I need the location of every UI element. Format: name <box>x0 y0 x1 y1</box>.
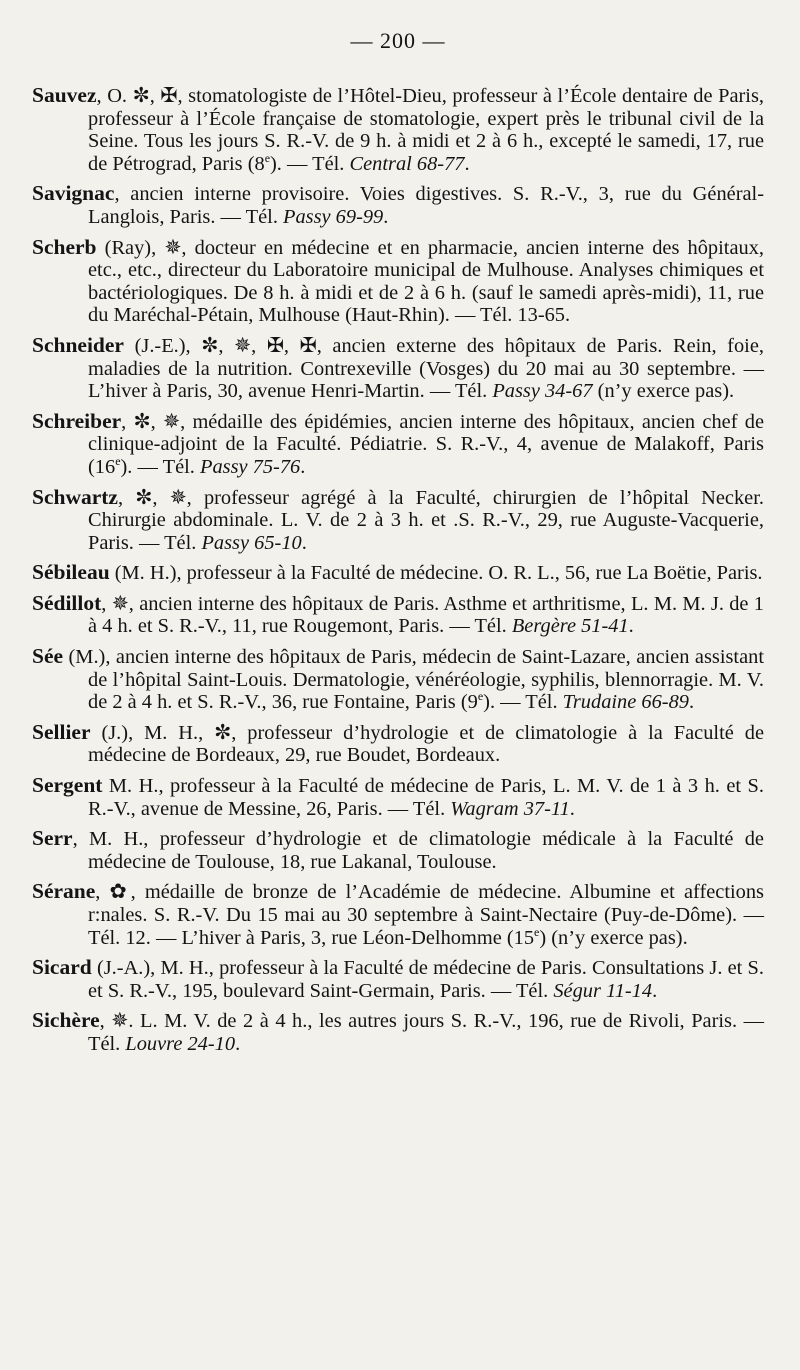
entry-text-end: . <box>628 615 634 638</box>
directory-entry <box>32 84 764 175</box>
directory-entry <box>32 486 764 555</box>
entry-name: Sichère <box>32 1008 100 1033</box>
entry-text-end: . <box>464 152 470 175</box>
entry-text: , ✼, ✵, médaille des épidémies, ancien interne des hôpitaux, ancien chef de clinique-adjoint de la Faculté. Pédiatrie. S. R.-V., 4, avenue de Malakoff, Paris (16 <box>88 410 764 478</box>
directory-entry <box>32 1009 764 1055</box>
entry-text: , M. H., professeur d’hydrologie et de climatologie médicale à la Faculté de médecine de Toulouse, 18, rue Lakanal, Toulouse. <box>72 828 764 873</box>
entry-superscript: e <box>264 150 271 165</box>
entry-name: Sédillot <box>32 590 102 615</box>
directory-entry <box>32 236 764 327</box>
entry-telephone: Central 68-77 <box>349 152 465 175</box>
entry-name: Serr <box>32 826 73 851</box>
page-number: — 200 — <box>350 28 446 53</box>
entry-name: Sellier <box>32 719 91 744</box>
entry-text: , ancien interne provisoire. Voies digestives. S. R.-V., 3, rue du Général-Langlois, Paris. — Tél. <box>88 183 764 228</box>
directory-entry <box>32 721 764 767</box>
entry-text-end: . <box>688 691 695 714</box>
entry-superscript: e <box>534 924 540 939</box>
entry-text: (J.), M. H., ✼, professeur d’hydrologie et de climatologie à la Faculté de médecine de Bordeaux, 29, rue Boudet, Bordeaux. <box>88 721 764 767</box>
entry-telephone: Ségur 11-14 <box>553 979 653 1002</box>
entry-name: Savignac <box>32 181 115 206</box>
directory-entry <box>32 592 764 638</box>
entry-text: , ✵, ancien interne des hôpitaux de Paris. Asthme et arthritisme, L. M. M. J. de 1 à 4 h. et S. R.-V., 11, rue Rougemont, Paris. — Tél. <box>88 592 764 638</box>
entry-text-end: . <box>652 979 658 1002</box>
entry-name: Schwartz <box>32 484 118 509</box>
entry-name: Schreiber <box>32 408 122 433</box>
directory-entry <box>32 956 764 1002</box>
entry-text-end: (n’y exerce pas). <box>592 380 735 403</box>
directory-entry <box>32 334 764 403</box>
entry-text: , O. ✼, ✠, stomatologiste de l’Hôtel-Dieu, professeur à l’École dentaire de Paris, professeur à l’École française de stomatologie, expert près le tribunal civil de la Seine. Tous les jours S. R.-V. de 9 h. à midi et 2 à 6 h., excepté le samedi, 17, rue de Pétrograd, Paris (8 <box>88 85 764 175</box>
entry-name: Sergent <box>32 773 103 798</box>
entry-telephone: Trudaine 66-89 <box>562 691 689 714</box>
entry-text: (M. H.), professeur à la Faculté de médecine. O. R. L., 56, rue La Boëtie, Paris. <box>109 562 763 585</box>
entry-text-end: . <box>300 455 306 478</box>
directory-entry <box>32 410 764 479</box>
entry-name: Sébileau <box>32 560 110 585</box>
entry-name: Sauvez <box>32 83 97 107</box>
entry-name: Sée <box>32 644 64 669</box>
entry-text-continued: ). — Tél. <box>483 691 563 714</box>
entry-text: , ✼, ✵, professeur agrégé à la Faculté, chirurgien de l’hôpital Necker. Chirurgie abdominale. L. V. de 2 à 3 h. et .S. R.-V., 29, rue Auguste-Vacquerie, Paris. — Tél. <box>88 486 764 554</box>
entry-text-continued: ). — Tél. <box>120 455 200 478</box>
entry-name: Sérane <box>32 879 96 904</box>
entry-name: Schneider <box>32 332 124 357</box>
entry-telephone: Passy 69-99 <box>283 205 384 228</box>
entry-telephone: Passy 34-67 <box>492 380 593 403</box>
entry-text: (Ray), ✵, docteur en médecine et en pharmacie, ancien interne des hôpitaux, etc., etc., directeur du Laboratoire municipal de Mulhouse. Analyses chimiques et bactériologiques. De 8 h. à midi et de 2 à 6 h. (sauf le samedi après-midi), 11, rue du Maréchal-Pétain, Mulhouse (Haut-Rhin). — Tél. 13-65. <box>88 236 764 327</box>
entry-text: (J.-A.), M. H., professeur à la Faculté de médecine de Paris. Consultations J. et S. et S. R.-V., 195, boulevard Saint-Germain, Paris. — Tél. <box>88 957 764 1002</box>
entry-text: M. H., professeur à la Faculté de médecine de Paris, L. M. V. de 1 à 3 h. et S. R.-V., avenue de Messine, 26, Paris. — Tél. <box>88 775 764 820</box>
entry-telephone: Passy 75-76 <box>200 455 301 478</box>
entry-text: , ✵. L. M. V. de 2 à 4 h., les autres jours S. R.-V., 196, rue de Rivoli, Paris. — Tél. <box>88 1010 764 1055</box>
entry-text: (J.-E.), ✼, ✵, ✠, ✠, ancien externe des hôpitaux de Paris. Rein, foie, maladies de la nutrition. Contrexeville (Vosges) du 20 mai au 30 septembre. — L’hiver à Paris, 30, avenue Henri-Martin. — Tél. <box>88 334 764 403</box>
entry-text-end: . <box>235 1032 241 1055</box>
entry-name: Scherb <box>32 234 97 259</box>
entry-telephone: Louvre 24-10 <box>125 1032 236 1055</box>
entry-text-continued: ) (n’y exerce pas). <box>539 926 688 949</box>
entry-text-end: . <box>569 797 575 820</box>
entry-telephone: Bergère 51-41 <box>511 615 629 638</box>
entry-superscript: e <box>115 454 121 469</box>
entry-telephone: Passy 65-10 <box>201 531 302 554</box>
entry-name: Sicard <box>32 955 92 980</box>
directory-entry <box>32 827 764 873</box>
directory-entry <box>32 561 764 585</box>
entry-text-end: . <box>301 531 307 554</box>
entry-telephone: Wagram 37-11 <box>450 797 570 820</box>
directory-entry <box>32 880 764 949</box>
directory-entry <box>32 645 764 714</box>
directory-entry <box>32 182 764 228</box>
entry-text-continued: ). — Tél. <box>270 152 350 175</box>
entry-text: (M.), ancien interne des hôpitaux de Paris, médecin de Saint-Lazare, ancien assistant de l’hôpital Saint-Louis. Dermatologie, vénéréologie, syphilis, blennorragie. M. V. de 2 à 4 h. et S. R.-V., 36, rue Fontaine, Paris (9 <box>63 646 764 714</box>
entry-text-end: . <box>383 205 389 228</box>
directory-entry <box>32 774 764 820</box>
entry-superscript: e <box>477 689 484 704</box>
entry-list <box>32 84 764 1056</box>
entry-text: , ✿, médaille de bronze de l’Académie de médecine. Albumine et affections r:nales. S. R.-V. Du 15 mai au 30 septembre à Saint-Nectaire (Puy-de-Dôme). — Tél. 12. — L’hiver à Paris, 3, rue Léon-Delhomme (15 <box>88 881 764 949</box>
